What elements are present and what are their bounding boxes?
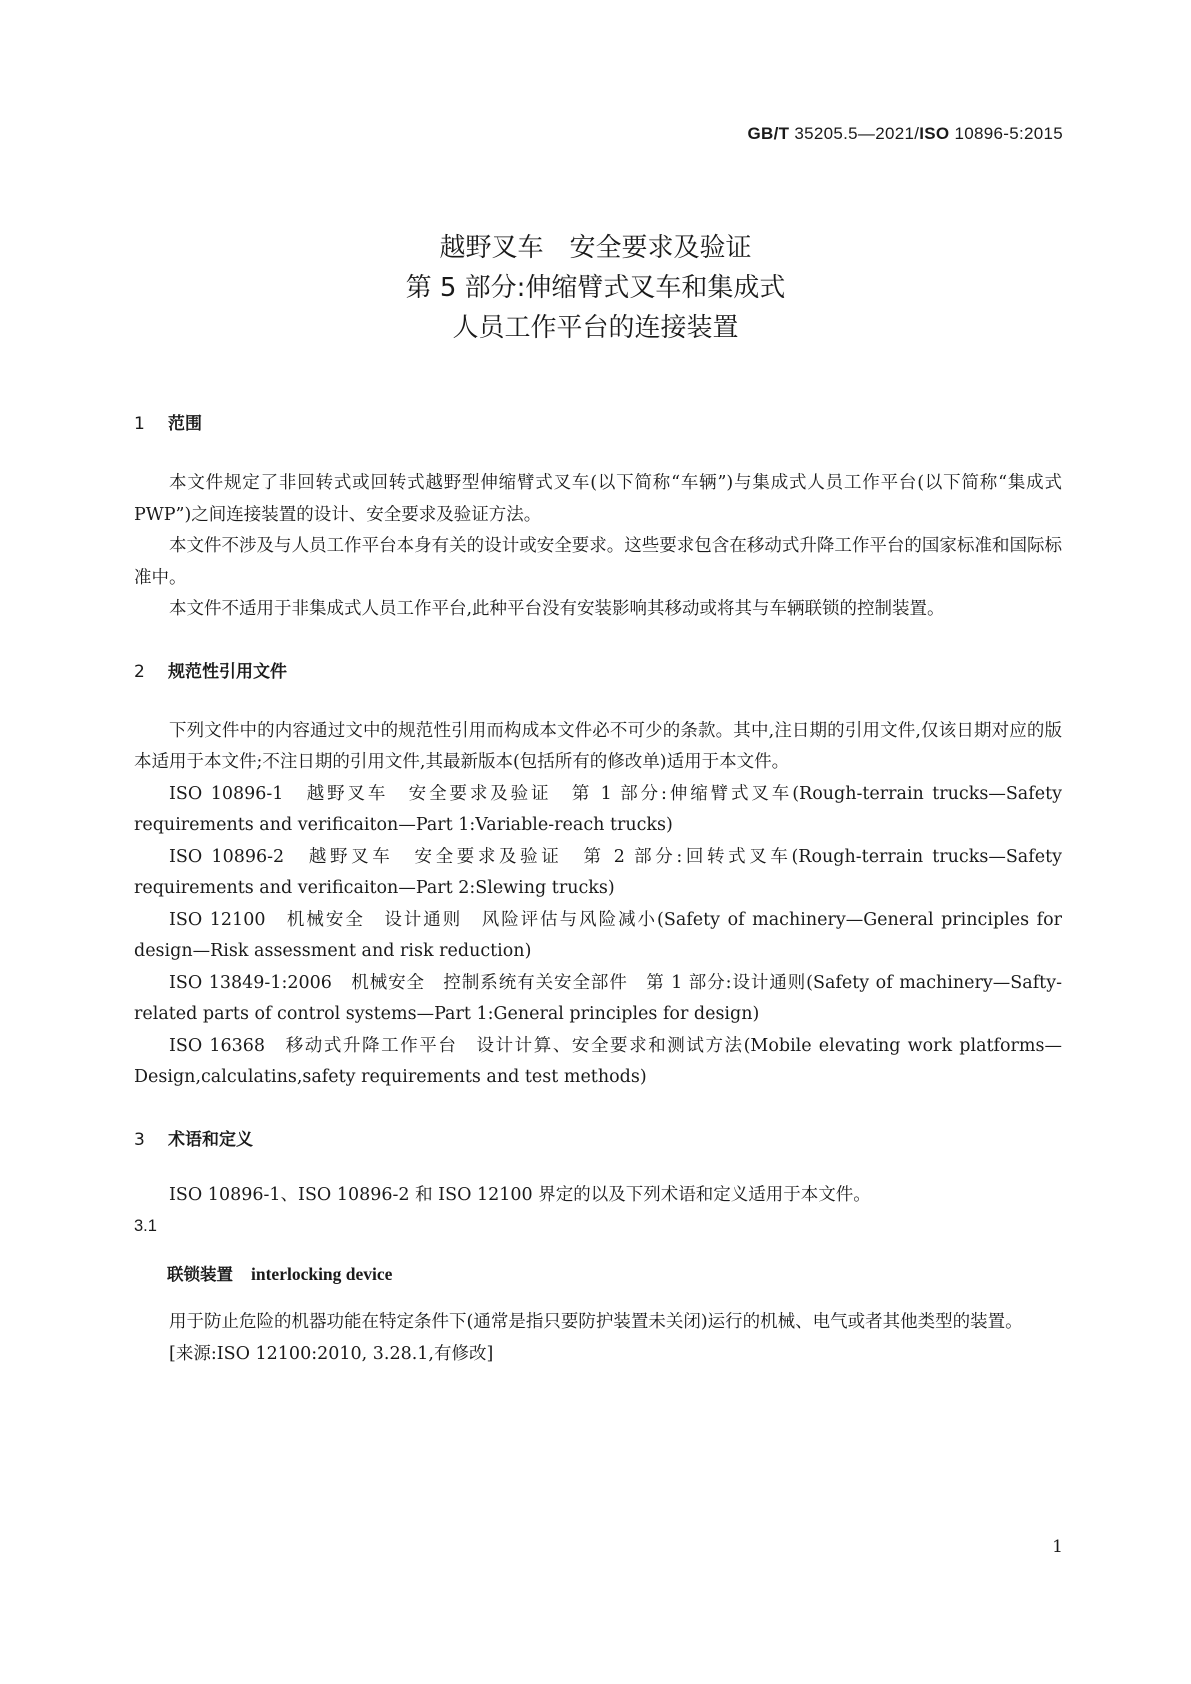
paragraph: 下列文件中的内容通过文中的规范性引用而构成本文件必不可少的条款。其中,注日期的引用文件,仅该日期对应的版本适用于本文件;不注日期的引用文件,其最新版本(包括所有的修改单)适用于本文件。 bbox=[134, 720, 1062, 772]
code-prefix: GB/T bbox=[747, 124, 790, 143]
section-number: 1 bbox=[134, 414, 145, 434]
standard-code bbox=[748, 124, 1063, 144]
title-line-2: 第 5 部分:伸缩臂式叉车和集成式 bbox=[405, 273, 786, 303]
paragraph: 本文件不适用于非集成式人员工作平台,此种平台没有安装影响其移动或将其与车辆联锁的控制装置。 bbox=[169, 599, 945, 619]
section-title: 术语和定义 bbox=[168, 1129, 253, 1150]
term-en: interlocking device bbox=[251, 1264, 393, 1284]
title-line-1: 越野叉车 安全要求及验证 bbox=[439, 233, 752, 263]
term-source: [来源:ISO 12100:2010, 3.28.1,有修改] bbox=[169, 1343, 494, 1364]
section-heading-normative-references bbox=[134, 658, 1062, 686]
section-number: 2 bbox=[134, 661, 145, 682]
term-definition: 用于防止危险的机器功能在特定条件下(通常是指只要防护装置未关闭)运行的机械、电气或者其他类型的装置。 bbox=[169, 1312, 1023, 1332]
page-number: 1 bbox=[1052, 1537, 1063, 1557]
section-title: 规范性引用文件 bbox=[168, 661, 287, 682]
document-title bbox=[0, 228, 1191, 348]
document-body bbox=[134, 410, 1062, 1370]
paragraph: 本文件规定了非回转式或回转式越野型伸缩臂式叉车(以下简称“车辆”)与集成式人员工作平台(以下简称“集成式 PWP”)之间连接装置的设计、安全要求及验证方法。 bbox=[134, 473, 1062, 525]
reference-item: ISO 16368 移动式升降工作平台 设计计算、安全要求和测试方法(Mobile elevating work platforms—Design,calculatins,safety requirements and test methods) bbox=[134, 1035, 1062, 1087]
paragraph: 本文件不涉及与人员工作平台本身有关的设计或安全要求。这些要求包含在移动式升降工作平台的国家标准和国际标准中。 bbox=[134, 536, 1062, 588]
section-heading-scope bbox=[134, 410, 1062, 438]
reference-item: ISO 10896-2 越野叉车 安全要求及验证 第 2 部分:回转式叉车(Rough-terrain trucks—Safety requirements and verificaiton—Part 2:Slewing trucks) bbox=[134, 846, 1062, 898]
section-number: 3 bbox=[134, 1129, 145, 1150]
section-title: 范围 bbox=[168, 414, 202, 434]
paragraph: ISO 10896-1、ISO 10896-2 和 ISO 12100 界定的以及下列术语和定义适用于本文件。 bbox=[169, 1184, 871, 1205]
reference-item: ISO 13849-1:2006 机械安全 控制系统有关安全部件 第 1 部分:设计通则(Safety of machinery—Safty-related parts of control systems—Part 1:General principles for design) bbox=[134, 972, 1062, 1024]
term-number: 3.1 bbox=[134, 1217, 157, 1235]
reference-item: ISO 12100 机械安全 设计通则 风险评估与风险减小(Safety of machinery—General principles for design—Risk assessment and risk reduction) bbox=[134, 909, 1062, 961]
term-zh: 联锁装置 bbox=[167, 1265, 233, 1284]
reference-item: ISO 10896-1 越野叉车 安全要求及验证 第 1 部分:伸缩臂式叉车(Rough-terrain trucks—Safety requirements and verificaiton—Part 1:Variable-reach trucks) bbox=[134, 783, 1062, 835]
code-iso: ISO bbox=[919, 124, 950, 143]
section-heading-terms bbox=[134, 1126, 1062, 1154]
term-heading bbox=[134, 1259, 1062, 1291]
code-iso-number: 10896-5:2015 bbox=[949, 124, 1063, 143]
code-number: 35205.5—2021/ bbox=[789, 124, 920, 143]
title-line-3: 人员工作平台的连接装置 bbox=[452, 313, 739, 343]
